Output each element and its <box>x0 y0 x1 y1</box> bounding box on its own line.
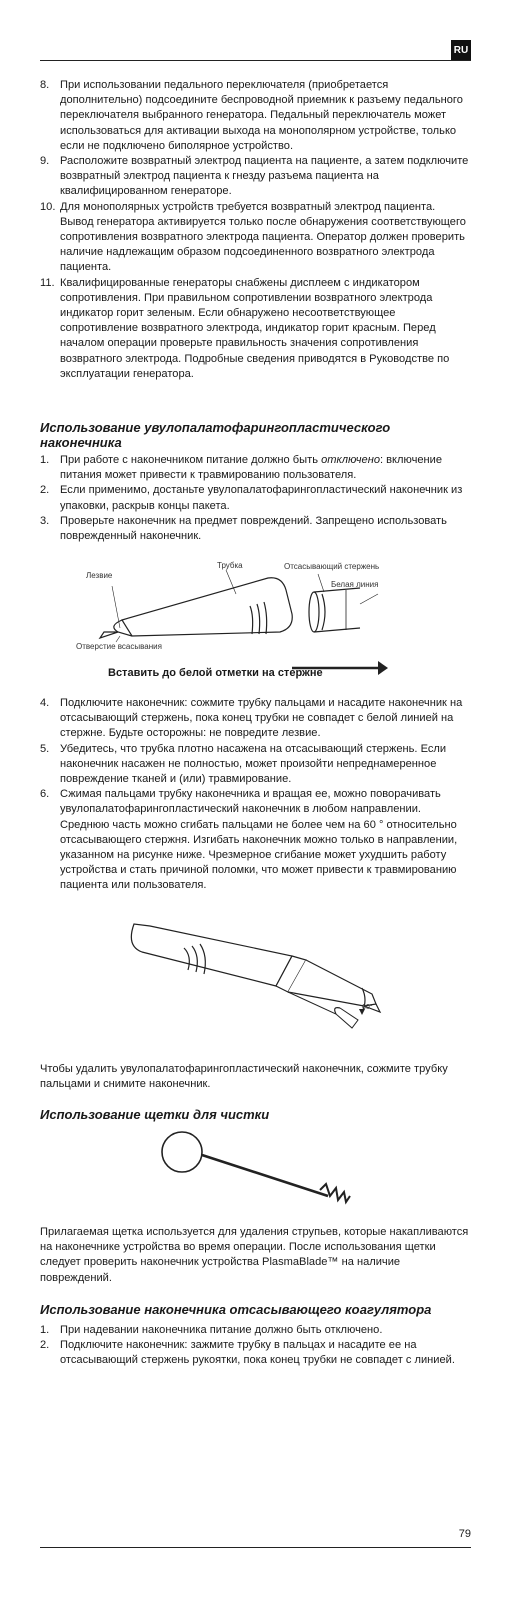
top-rule <box>40 60 471 61</box>
list-item <box>40 78 470 154</box>
steps-list-uvulo-b <box>40 696 470 894</box>
list-item <box>40 1323 470 1338</box>
item-text: Убедитесь, что трубка плотно насажена на отсасывающий стержень. Если наконечник насажен не полностью, может произойти непреднамеренное повреждение тканей и (или) травмирование. <box>60 742 447 786</box>
removal-instruction: Чтобы удалить увулопалатофарингопластический наконечник, сожмите трубку пальцами и снимите наконечник. <box>40 1063 448 1091</box>
item-number: 11. <box>40 276 55 289</box>
item-text: Если применимо, достаньте увулопалатофарингопластический наконечник из упаковки, раскрыв концы пакета. <box>60 484 463 512</box>
item-text: Проверьте наконечник на предмет повреждений. Запрещено использовать поврежденный наконечник. <box>60 514 447 543</box>
list-item <box>40 483 470 513</box>
list-item <box>40 453 470 483</box>
item-text: При надевании наконечника питание должно быть отключено. <box>60 1324 383 1336</box>
page-number: 79 <box>458 1528 471 1540</box>
item-text-after: : включение питания может привести к травмированию пользователя. <box>60 454 443 482</box>
item-text-emphasis: отключено <box>321 454 380 466</box>
list-item <box>40 514 470 544</box>
item-number: 5. <box>40 742 50 755</box>
list-item <box>40 276 470 382</box>
list-item <box>40 742 470 788</box>
item-text: Для монополярных устройств требуется возвратный электрод пациента. Вывод генератора активируется только после обнаружения соответствующего сопротивления возвратного электрода пациента. Оператор должен проверить наличие надлежащим образом подсоединенного возвратного электрода пациента. <box>60 200 466 274</box>
section-heading-brush: Использование щетки для чистки <box>40 1107 270 1122</box>
item-text: При использовании педального переключателя (приобретается дополнительно) подсоедините беспроводной приемник к разъему педального переключателя выбранного генератора. Педальный переключатель может использоваться для активации выхода на монополярном устройстве, только если не подключено биполярное устройство. <box>60 79 463 152</box>
item-number: 10. <box>40 200 56 213</box>
item-number: 9. <box>40 155 50 168</box>
tip-bending-figure <box>126 916 396 1036</box>
item-text-before: При работе с наконечником питание должно быть <box>60 454 322 466</box>
tip-bending-drawing <box>126 916 396 1036</box>
item-number: 1. <box>40 454 50 466</box>
label-white-line: Белая линия <box>331 580 379 589</box>
cleaning-brush-drawing <box>160 1130 360 1208</box>
bend-angle-label: 60° <box>362 1004 373 1011</box>
steps-list-uvulo <box>40 453 470 544</box>
item-number: 2. <box>40 484 50 497</box>
bottom-rule <box>40 1547 471 1548</box>
figure-caption: Вставить до белой отметки на стержне <box>108 667 323 679</box>
label-tube: Трубка <box>217 561 243 570</box>
item-text: Сжимая пальцами трубку наконечника и вращая ее, можно поворачивать увулопалатофарингопластический наконечник в любом направлении. Среднюю часть можно сгибать пальцами не более чем на 60 ° относительно отсасывающего стержня. Изгибать наконечник можно только в направлении, указанном на рисунке ниже. Чрезмерное сгибание может ухудшить работу устройства и стать причиной поломки, что может привести к травмированию пациента или пользователя. <box>60 788 458 892</box>
section-heading-uvulo-tip: Использование увулопалатофарингопластического наконечника <box>40 420 391 450</box>
item-number: 1. <box>40 1324 50 1336</box>
item-text: Квалифицированные генераторы снабжены дисплеем с индикатором сопротивления. При правильном сопротивлении возвратного электрода индикатор горит зеленым. Если обнаружено несоответствующее сопротивление возвратного электрода, индикатор горит красным. Перед началом операции проверьте правильность значения сопротивления возвратного электрода. Подробные сведения приводятся в Руководстве по эксплуатации генератора. <box>60 276 450 380</box>
item-number: 8. <box>40 79 50 91</box>
tip-insertion-figure <box>60 556 390 688</box>
brush-description: Прилагаемая щетка используется для удаления струпьев, которые накапливаются на наконечнике устройства во время операции. После использования щетки следует проверить наконечник устройства PlasmaBlade™ на наличие повреждений. <box>40 1226 469 1284</box>
steps-list-coagulator <box>40 1323 470 1369</box>
item-number: 2. <box>40 1339 50 1352</box>
item-text: Подключите наконечник: сожмите трубку пальцами и насадите наконечник на отсасывающий стержень, пока конец трубки не совпадет с белой линией на стержне. Будьте осторожны: не повредите лезвие. <box>60 697 463 740</box>
item-number: 6. <box>40 788 50 801</box>
list-item <box>40 154 470 200</box>
label-suction-rod: Отсасывающий стержень <box>284 562 380 571</box>
section-heading-coagulator-tip: Использование наконечника отсасывающего коагулятора <box>40 1302 432 1317</box>
cleaning-brush-figure <box>160 1130 360 1208</box>
label-blade: Лезвие <box>86 571 113 580</box>
item-text: Расположите возвратный электрод пациента на пациенте, а затем подключите возвратный электрод пациента к гнезду разъема пациента на квалифицированном генераторе. <box>60 155 469 198</box>
item-text: Подключите наконечник: зажмите трубку в пальцах и насадите ее на отсасывающий стержень рукоятки, пока конец трубки не совпадет с линией. <box>60 1339 455 1367</box>
label-suction-hole: Отверстие всасывания <box>76 642 162 651</box>
list-item <box>40 696 470 742</box>
item-number: 4. <box>40 697 50 709</box>
steps-list-continued <box>40 78 470 382</box>
language-badge: RU <box>451 40 471 60</box>
list-item <box>40 1338 470 1368</box>
list-item <box>40 787 470 893</box>
list-item <box>40 200 470 276</box>
item-number: 3. <box>40 514 50 527</box>
